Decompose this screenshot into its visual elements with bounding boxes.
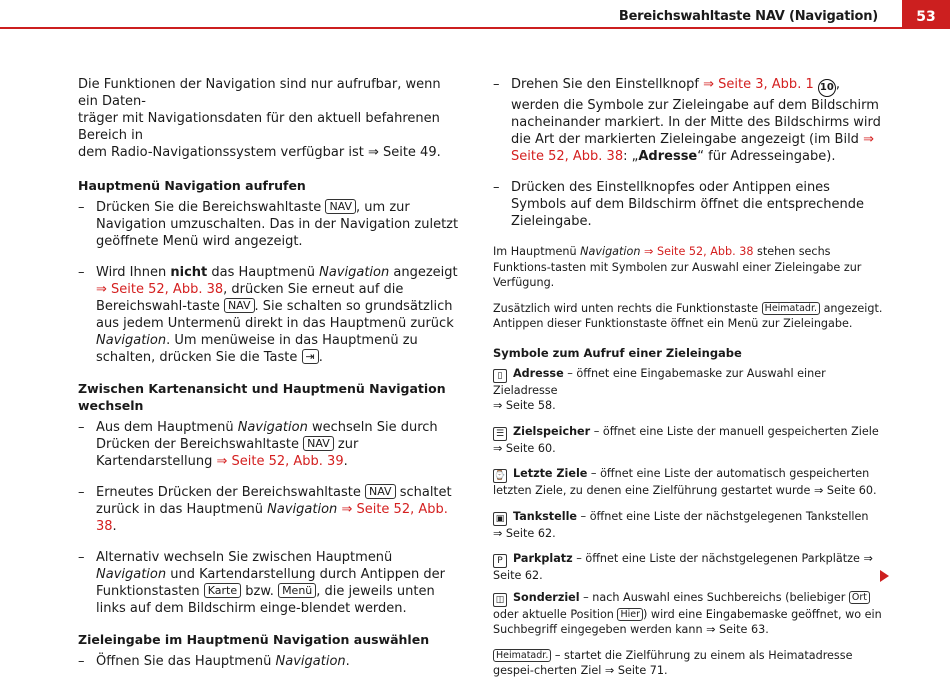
list-item: – Drücken Sie die Bereichswahltaste NAV , um zur Navigation umzuschalten. Das in der Navigation zuletzt geöffnete Menü wird angezeigt. — [78, 200, 459, 249]
list-item: – Aus dem Hauptmenü Navigation wechseln Sie durch Drücken der Bereichswahltaste NAV zur Kartendarstellung ⇒ Seite 52, Abb. 39. — [78, 420, 438, 469]
symbol-entry: ◫ Sonderziel – nach Auswahl eines Suchbereichs (beliebiger Ort oder aktuelle Position Hier ) wird eine Eingabemaske geöffnet, wo ein Suchbegriff eingegeben werden kann ⇒ Seite 63. — [493, 590, 882, 636]
symbol-entry: ▣ Tankstelle – öffnet eine Liste der nächstgelegenen Tankstellen ⇒ Seite 62. — [493, 509, 869, 540]
special-destination-icon: ◫ — [493, 593, 507, 607]
place-key-label: Ort — [849, 591, 870, 604]
symbol-entry: ▯ Adresse – öffnet eine Eingabemaske zur Auswahl einer Zieladresse ⇒ Seite 58. — [493, 366, 826, 412]
here-key-label: Hier — [617, 608, 643, 621]
page-reference: ⇒ Seite 3, Abb. 1 — [703, 77, 814, 92]
stored-destinations-icon: ☰ — [493, 427, 507, 441]
section-heading-call-menu: Hauptmenü Navigation aufrufen — [78, 178, 306, 193]
page-reference: ⇒ Seite 52, Abb. 39 — [216, 454, 344, 469]
symbol-entry: ☰ Zielspeicher – öffnet eine Liste der manuell gespeicherten Ziele ⇒ Seite 60. — [493, 424, 879, 455]
list-item: – Wird Ihnen nicht das Hauptmenü Navigation angezeigt ⇒ Seite 52, Abb. 38, drücken Sie erneut auf die Bereichswahl-taste NAV . Sie schalten so grundsätzlich aus jedem Untermenü direkt in das Hauptmenü zurück Navigation. Um menüweise in das Hauptmenü zu schalten, drücken Sie die Taste ⇥ . — [78, 265, 458, 365]
nav-key-label: NAV — [224, 298, 255, 313]
continue-arrow-icon — [880, 570, 889, 582]
list-item: – Drücken des Einstellknopfes oder Antippen eines Symbols auf dem Bildschirm öffnet die entsprechende Zieleingabe. — [493, 180, 865, 229]
back-key-icon: ⇥ — [302, 349, 319, 364]
right-column — [493, 76, 883, 679]
list-item: – Öffnen Sie das Hauptmenü Navigation. — [78, 654, 350, 669]
symbol-entry: Heimatadr. – startet die Zielführung zu einem als Heimatadresse gespei-cherten Ziel ⇒ Seite 71. — [493, 648, 853, 677]
fuel-station-icon: ▣ — [493, 512, 507, 526]
page-reference: ⇒ Seite 52, Abb. 38 — [511, 132, 874, 164]
menu-key-label: Menü — [278, 583, 316, 598]
intro-paragraph: Die Funktionen der Navigation sind nur aufrufbar, wenn ein Daten- träger mit Navigationsdaten für den aktuell befahrenen Bereich in dem Radio-Navigationssystem verfügbar ist ⇒ Seite 49. — [78, 77, 441, 160]
parking-icon: P — [493, 554, 507, 568]
list-item: – Drehen Sie den Einstellknopf ⇒ Seite 3, Abb. 1 10 , werden die Symbole zur Zieleingabe auf dem Bildschirm nacheinander markiert. In der Mitte des Bildschirms wird die Art der markierten Zieleingabe angezeigt (im Bild ⇒ Seite 52, Abb. 38: „Adresse“ für Adresseingabe). — [493, 77, 881, 164]
section-heading-destination: Zieleingabe im Hauptmenü Navigation auswählen — [78, 632, 430, 647]
symbol-entry: P Parkplatz – öffnet eine Liste der nächstgelegenen Parkplätze ⇒ Seite 62. — [493, 552, 873, 582]
page-header-title: Bereichswahltaste NAV (Navigation) — [618, 9, 878, 24]
list-item: – Alternativ wechseln Sie zwischen Hauptmenü Navigation und Kartendarstellung durch Antippen der Funktionstasten Karte bzw. Menü , die jeweils unten links auf dem Bildschirm einge-blendet werden. — [78, 550, 445, 616]
symbols-heading: Symbole zum Aufruf einer Zieleingabe — [493, 345, 742, 360]
page-reference: ⇒ Seite 52, Abb. 38 — [96, 502, 448, 534]
section-heading-switch-view: Zwischen Kartenansicht und Hauptmenü Navigation wechseln — [78, 381, 446, 413]
symbol-entry: ⌚ Letzte Ziele – öffnet eine Liste der automatisch gespeicherten letzten Ziele, zu denen eine Zielführung gestartet wurde ⇒ Seite 60. — [493, 467, 877, 497]
left-column — [78, 76, 462, 684]
map-key-label: Karte — [204, 583, 241, 598]
header-rule — [0, 27, 950, 29]
list-item: – Erneutes Drücken der Bereichswahltaste NAV schaltet zurück in das Hauptmenü Navigation ⇒ Seite 52, Abb. 38. — [78, 485, 452, 534]
knob-callout-badge: 10 — [818, 79, 836, 97]
home-key-label: Heimatadr. — [493, 649, 551, 662]
info-paragraph: Zusätzlich wird unten rechts die Funktionstaste Heimatadr. angezeigt. Antippen dieser Funktionstaste öffnet ein Menü zur Zieleingabe. — [493, 301, 883, 330]
address-book-icon: ▯ — [493, 369, 507, 383]
page-reference: ⇒ Seite 52, Abb. 38 — [96, 282, 224, 297]
last-destinations-icon: ⌚ — [494, 471, 506, 481]
info-paragraph: Im Hauptmenü Navigation ⇒ Seite 52, Abb. 38 stehen sechs Funktions-tasten mit Symbolen zur Auswahl einer Zieleingabe zur Verfügung. — [493, 245, 862, 289]
page-number: 53 — [902, 0, 950, 29]
home-key-label: Heimatadr. — [762, 302, 820, 315]
nav-key-label: NAV — [325, 199, 356, 214]
